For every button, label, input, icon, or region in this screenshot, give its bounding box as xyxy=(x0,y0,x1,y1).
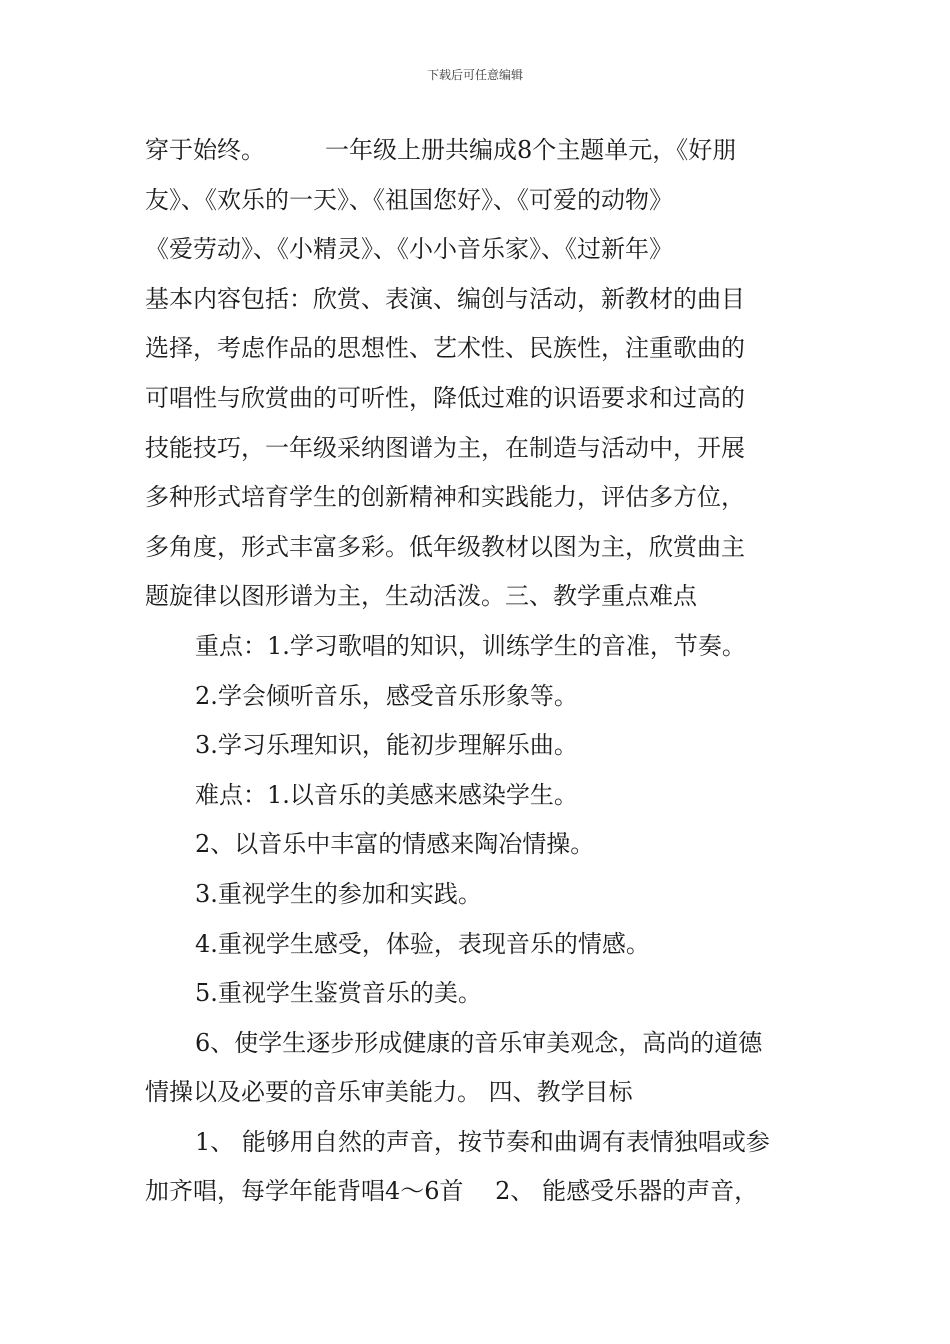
text-line: 6、使学生逐步形成健康的音乐审美观念，高尚的道德 xyxy=(195,1028,763,1057)
text-line: 可唱性与欣赏曲的可听性，降低过难的识语要求和过高的 xyxy=(145,383,745,412)
text-line: 3.重视学生的参加和实践。 xyxy=(195,879,482,908)
text-line: 难点：1.以音乐的美感来感染学生。 xyxy=(195,780,578,809)
text-line: 1、 能够用自然的声音，按节奏和曲调有表情独唱或参 xyxy=(195,1127,770,1156)
page-header: 下载后可任意编辑 xyxy=(426,68,523,82)
text-line: 2.学会倾听音乐，感受音乐形象等。 xyxy=(195,681,578,710)
text-line: 4.重视学生感受，体验，表现音乐的情感。 xyxy=(195,929,650,958)
text-line: 题旋律以图形谱为主，生动活泼。三、教学重点难点 xyxy=(145,582,697,611)
text-line: 多种形式培育学生的创新精神和实践能力，评估多方位， xyxy=(145,483,745,512)
text-line: 《爱劳动》、《小精灵》、《小小音乐家》、《过新年》 xyxy=(145,235,673,264)
text-line: 选择，考虑作品的思想性、艺术性、民族性，注重歌曲的 xyxy=(145,334,745,363)
text-line: 3.学习乐理知识，能初步理解乐曲。 xyxy=(195,731,578,760)
document-body xyxy=(145,126,810,1217)
text-line: 2、以音乐中丰富的情感来陶冶情操。 xyxy=(195,830,595,859)
text-line: 情操以及必要的音乐审美能力。 四、教学目标 xyxy=(145,1078,633,1107)
text-line: 穿于始终。 一年级上册共编成8个主题单元，《好朋 xyxy=(145,136,737,164)
text-line: 多角度，形式丰富多彩。低年级教材以图为主，欣赏曲主 xyxy=(145,532,745,561)
text-line: 重点：1.学习歌唱的知识，训练学生的音准，节奏。 xyxy=(195,631,746,660)
text-line: 技能技巧，一年级采纳图谱为主，在制造与活动中，开展 xyxy=(145,433,745,462)
text-line: 5.重视学生鉴赏音乐的美。 xyxy=(195,979,482,1008)
text-line: 基本内容包括：欣赏、表演、编创与活动，新教材的曲目 xyxy=(145,284,745,313)
text-line: 友》、《欢乐的一天》、《祖国您好》、《可爱的动物》 xyxy=(145,185,673,214)
text-line: 加齐唱，每学年能背唱4～6首 2、 能感受乐器的声音， xyxy=(145,1177,759,1206)
